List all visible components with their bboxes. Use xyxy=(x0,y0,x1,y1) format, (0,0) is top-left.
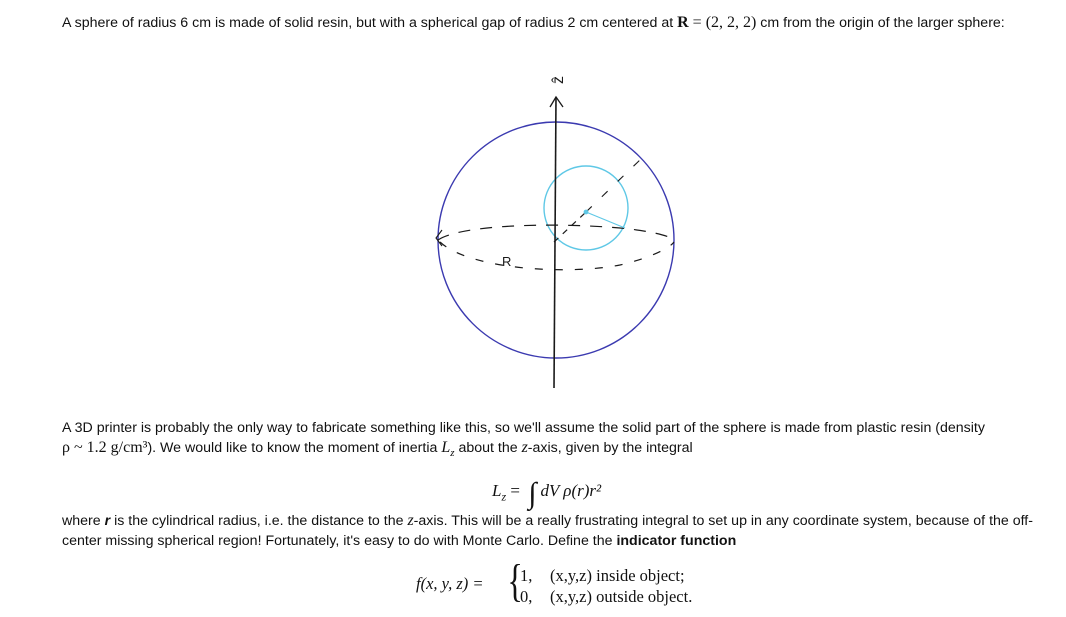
diagonal-dashes xyxy=(586,158,642,212)
eq2-case-inside xyxy=(520,566,685,586)
R-vector xyxy=(554,212,586,242)
density-text-mid: ). We would like to know the moment of inertia xyxy=(147,440,442,456)
eq2-lhs: f(x, y, z) = xyxy=(416,574,484,593)
inner-center xyxy=(584,210,589,215)
R-label: R xyxy=(502,254,512,269)
eq2-row1-value: 1, xyxy=(520,566,533,585)
integral-sign: ∫ xyxy=(528,477,537,510)
equator-dashes-back xyxy=(440,242,674,270)
z-symbol: z xyxy=(407,512,414,529)
eq1-eq: = xyxy=(506,481,525,500)
z-label: ẑ xyxy=(550,76,567,84)
eq1-sub: z xyxy=(501,489,507,504)
indicator-text-b: is the cylindrical radius, i.e. the distance to the xyxy=(110,513,408,529)
indicator-text-c: -axis. This will be a really frustrating integral to set up in any coordinate system, because of the off-center missing spherical region! Fortunately, it's easy to do with Monte Carlo. Define the xyxy=(62,513,1033,549)
sphere-diagram xyxy=(420,50,700,395)
intro-text: A sphere of radius 6 cm is made of solid resin, but with a spherical gap of radius 2 cm centered at xyxy=(62,15,678,31)
indicator-text-a: where xyxy=(62,513,105,529)
density-paragraph xyxy=(62,418,1047,463)
density-value: ρ ~ 1.2 g/cm³ xyxy=(62,439,148,456)
vector-R: R xyxy=(677,14,689,31)
r-symbol: r xyxy=(104,513,111,529)
inner-gap-sphere xyxy=(544,166,628,250)
Lz-subscript: z xyxy=(450,446,455,459)
intro-text-end: cm from the origin of the larger sphere: xyxy=(756,15,1005,31)
z-axis-symbol: z xyxy=(521,439,528,456)
z-axis xyxy=(554,97,556,388)
density-text-end: -axis, given by the integral xyxy=(527,440,693,456)
eq2-row2-value: 0, xyxy=(520,587,533,606)
density-text-mid2: about the xyxy=(454,440,522,456)
indicator-paragraph xyxy=(62,511,1047,551)
eq2-row1-text: (x,y,z) inside object; xyxy=(550,566,685,585)
indicator-function-term: indicator function xyxy=(616,533,737,549)
eq2-brace: { xyxy=(507,555,523,606)
intro-paragraph xyxy=(62,13,1047,33)
Lz-symbol: L xyxy=(441,439,451,456)
density-text: A 3D printer is probably the only way to fabricate something like this, so we'll assume the solid part of the sphere is made from plastic resin (density xyxy=(62,420,985,436)
eq2-case-outside xyxy=(520,587,692,607)
inertia-integral-equation xyxy=(492,470,602,510)
vector-R-value: = (2, 2, 2) xyxy=(688,14,757,31)
eq1-lhs: L xyxy=(492,481,502,500)
eq1-rhs: dV ρ(r)r² xyxy=(540,481,602,500)
eq2-row2-text: (x,y,z) outside object. xyxy=(550,587,693,606)
